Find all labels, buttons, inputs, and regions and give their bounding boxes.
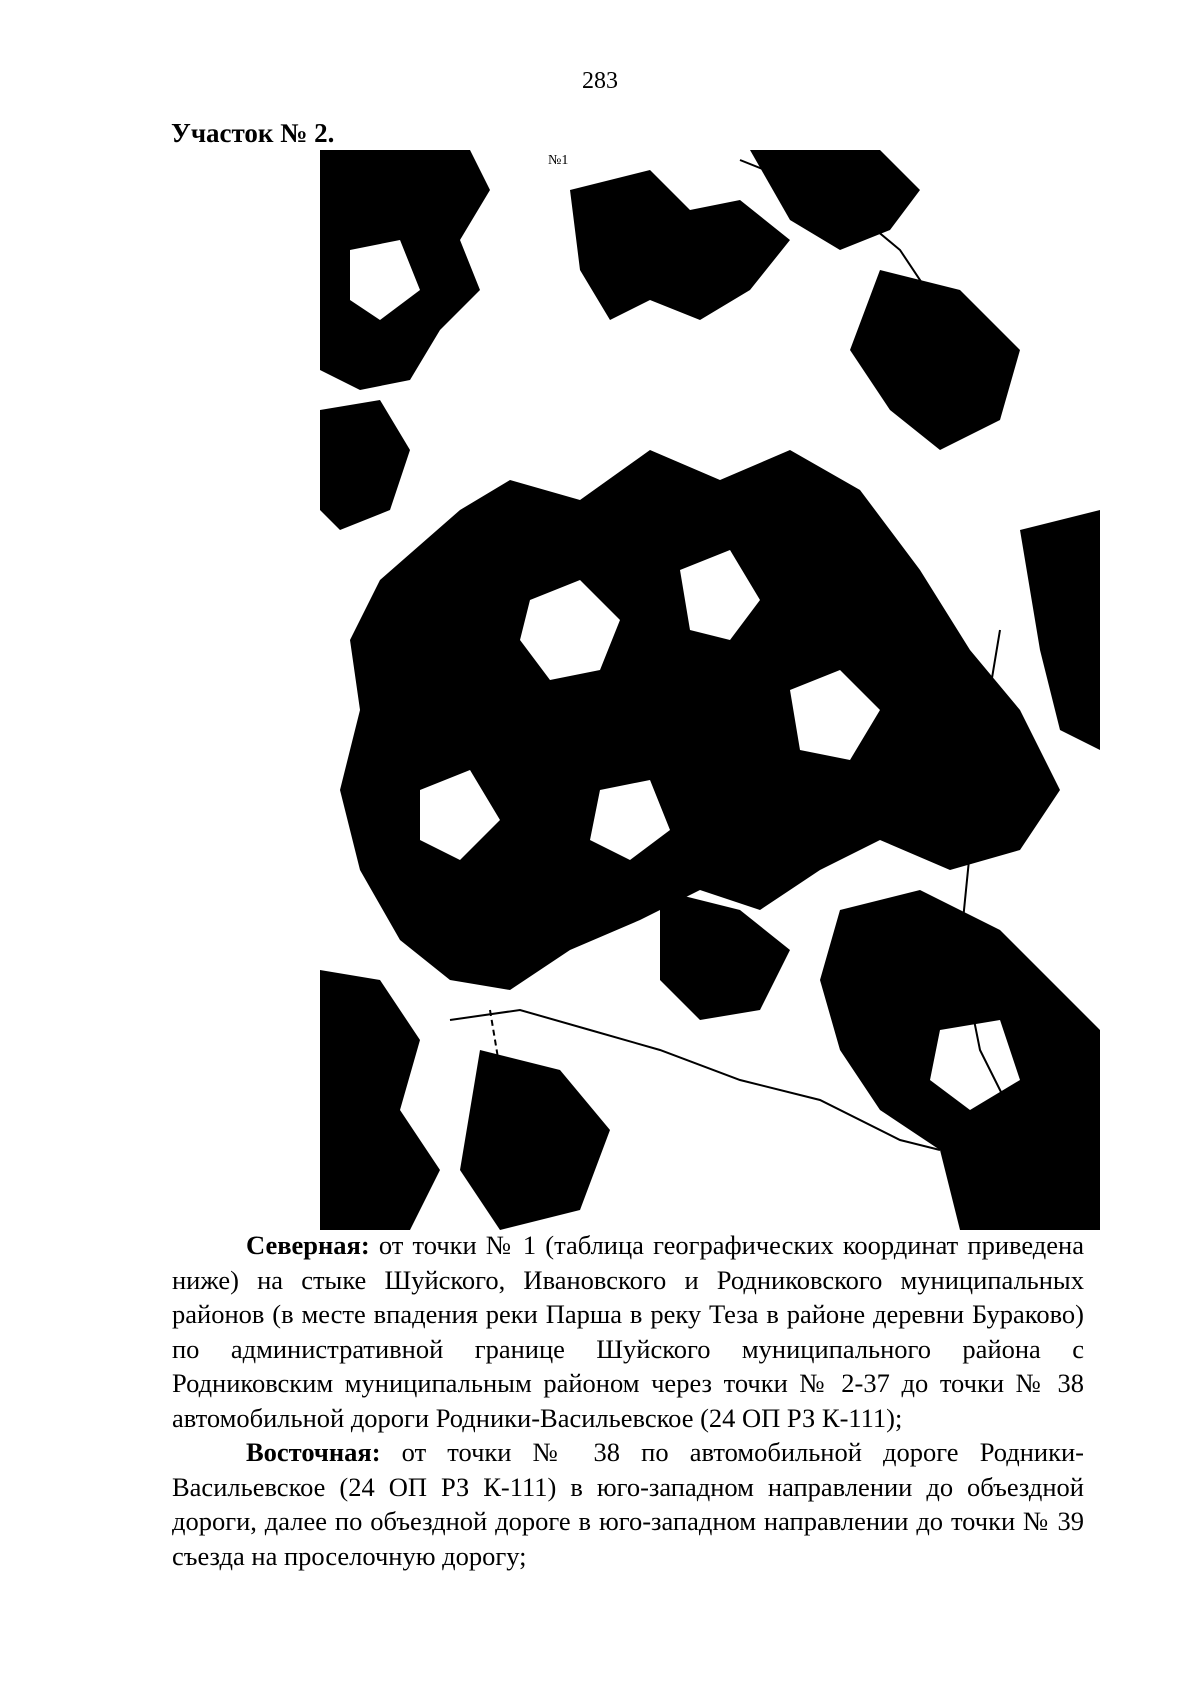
map-label: №1 (548, 153, 569, 168)
page-number: 283 (582, 68, 618, 94)
east-label: Восточная: (246, 1437, 381, 1467)
east-text: от точки № 38 по автомобильной дороге Родники-Васильевское (24 ОП РЗ К-111) в юго-западном направлении до объездной дороги, далее по объездной дороге в юго-западном направлении до точки № 39 съезда на проселочную дорогу; (172, 1437, 1084, 1571)
north-label: Северная: (246, 1230, 370, 1260)
description-text (172, 1228, 1084, 1573)
paragraph-east (172, 1435, 1084, 1573)
section-title: Участок № 2. (171, 118, 335, 148)
map-image (320, 150, 1100, 1230)
satellite-map (320, 150, 1100, 1230)
paragraph-north (172, 1228, 1084, 1435)
north-text: от точки № 1 (таблица географических координат приведена ниже) на стыке Шуйского, Ивановского и Родниковского муниципальных районов (в месте впадения реки Парша в реку Теза в районе деревни Бураково) по административной границе Шуйского муниципального района с Родниковским муниципальным районом через точки № 2-37 до точки № 38 автомобильной дороги Родники-Васильевское (24 ОП РЗ К-111); (172, 1230, 1084, 1433)
